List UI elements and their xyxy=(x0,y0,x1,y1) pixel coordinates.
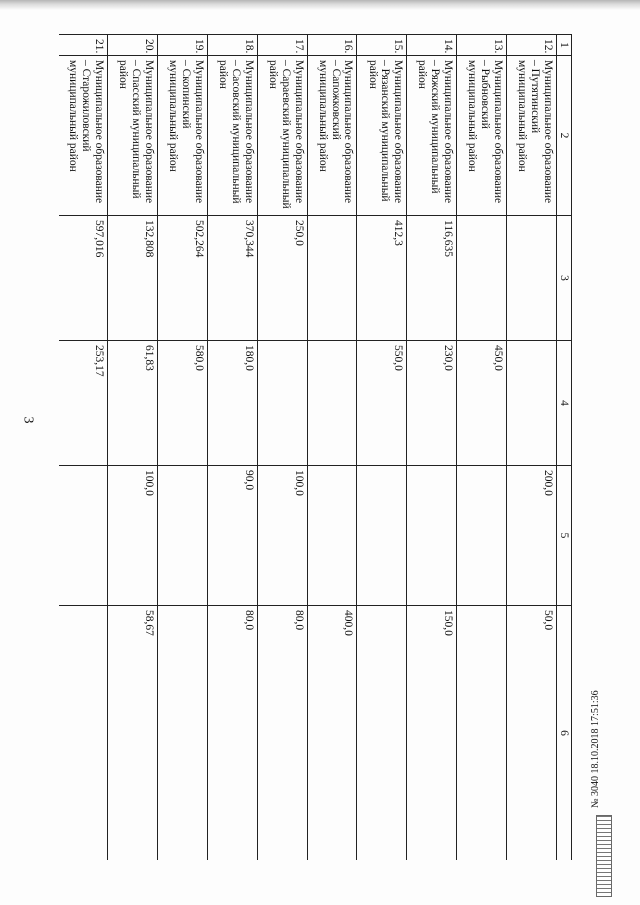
column-5-value-cell xyxy=(357,466,407,606)
column-3-value-cell xyxy=(507,216,557,341)
table-row xyxy=(357,35,407,861)
column-6-value-cell xyxy=(157,606,207,861)
column-5-value-cell xyxy=(157,466,207,606)
column-6-value-cell: 80,0 xyxy=(207,606,257,861)
row-number-cell: 15. xyxy=(357,35,407,56)
column-4-value-cell: 253,17 xyxy=(59,341,107,466)
column-3-value-cell: 250,0 xyxy=(257,216,307,341)
column-5-value-cell xyxy=(59,466,107,606)
row-number-cell: 16. xyxy=(307,35,357,56)
column-4-value-cell: 180,0 xyxy=(207,341,257,466)
row-number-cell: 17. xyxy=(257,35,307,56)
column-4-value-cell: 230,0 xyxy=(407,341,457,466)
municipality-name-cell: Муниципальное образование – Скопинский муниципальный район xyxy=(157,56,207,216)
column-3-value-cell: 412,3 xyxy=(357,216,407,341)
municipality-name-cell: Муниципальное образование – Рыбновский муниципальный район xyxy=(457,56,507,216)
column-header-4: 4 xyxy=(557,341,572,466)
table-row xyxy=(59,35,107,861)
column-4-value-cell: 580,0 xyxy=(157,341,207,466)
column-3-value-cell xyxy=(307,216,357,341)
scan-edge-shadow xyxy=(0,0,640,10)
column-5-value-cell: 100,0 xyxy=(107,466,157,606)
column-header-3: 3 xyxy=(557,216,572,341)
column-header-2: 2 xyxy=(557,56,572,216)
table-row xyxy=(507,35,557,861)
column-header-1: 1 xyxy=(557,35,572,56)
row-number-cell: 14. xyxy=(407,35,457,56)
row-number-cell: 18. xyxy=(207,35,257,56)
column-5-value-cell: 200,0 xyxy=(507,466,557,606)
column-6-value-cell: 80,0 xyxy=(257,606,307,861)
column-3-value-cell: 132,808 xyxy=(107,216,157,341)
municipality-name-cell: Муниципальное образование – Сасовский муниципальный район xyxy=(207,56,257,216)
column-4-value-cell xyxy=(307,341,357,466)
column-6-value-cell: 58,67 xyxy=(107,606,157,861)
document-logo xyxy=(596,815,612,897)
row-number-cell: 12. xyxy=(507,35,557,56)
table-row xyxy=(207,35,257,861)
municipality-name-cell: Муниципальное образование – Ряжский муниципальный район xyxy=(407,56,457,216)
column-header-6: 6 xyxy=(557,606,572,861)
table-row xyxy=(407,35,457,861)
column-3-value-cell: 597,016 xyxy=(59,216,107,341)
column-3-value-cell: 370,344 xyxy=(207,216,257,341)
municipality-name-cell: Муниципальное образование – Спасский муниципальный район xyxy=(107,56,157,216)
row-number-cell: 13. xyxy=(457,35,507,56)
page-number: 3 xyxy=(20,416,36,424)
table-row xyxy=(457,35,507,861)
municipality-name-cell: Муниципальное образование – Сараевский муниципальный район xyxy=(257,56,307,216)
table-row xyxy=(307,35,357,861)
column-4-value-cell: 61,83 xyxy=(107,341,157,466)
municipality-name-cell: Муниципальное образование – Старожиловский муниципальный район xyxy=(59,56,107,216)
column-4-value-cell: 450,0 xyxy=(457,341,507,466)
data-table xyxy=(59,34,572,860)
column-header-5: 5 xyxy=(557,466,572,606)
rotated-table-container xyxy=(59,34,572,860)
column-6-value-cell xyxy=(457,606,507,861)
column-6-value-cell: 50,0 xyxy=(507,606,557,861)
column-4-value-cell xyxy=(507,341,557,466)
column-5-value-cell xyxy=(307,466,357,606)
column-6-value-cell: 400,0 xyxy=(307,606,357,861)
column-3-value-cell: 116,635 xyxy=(407,216,457,341)
registration-stamp: № 3040 18.10.2018 17:51:36 xyxy=(590,690,601,808)
column-6-value-cell xyxy=(59,606,107,861)
column-6-value-cell: 150,0 xyxy=(407,606,457,861)
row-number-cell: 19. xyxy=(157,35,207,56)
table-row xyxy=(257,35,307,861)
column-5-value-cell xyxy=(457,466,507,606)
header-row xyxy=(557,35,572,861)
table-row xyxy=(157,35,207,861)
column-4-value-cell xyxy=(257,341,307,466)
column-3-value-cell xyxy=(457,216,507,341)
column-4-value-cell: 550,0 xyxy=(357,341,407,466)
municipality-name-cell: Муниципальное образование – Сапожковский муниципальный район xyxy=(307,56,357,216)
column-5-value-cell xyxy=(407,466,457,606)
table-row xyxy=(107,35,157,861)
column-3-value-cell: 502,264 xyxy=(157,216,207,341)
municipality-name-cell: Муниципальное образование – Рязанский муниципальный район xyxy=(357,56,407,216)
column-5-value-cell: 100,0 xyxy=(257,466,307,606)
column-6-value-cell xyxy=(357,606,407,861)
table-viewport xyxy=(59,34,572,860)
row-number-cell: 20. xyxy=(107,35,157,56)
row-number-cell: 21. xyxy=(59,35,107,56)
column-5-value-cell: 90,0 xyxy=(207,466,257,606)
municipality-name-cell: Муниципальное образование – Путятинский муниципальный район xyxy=(507,56,557,216)
